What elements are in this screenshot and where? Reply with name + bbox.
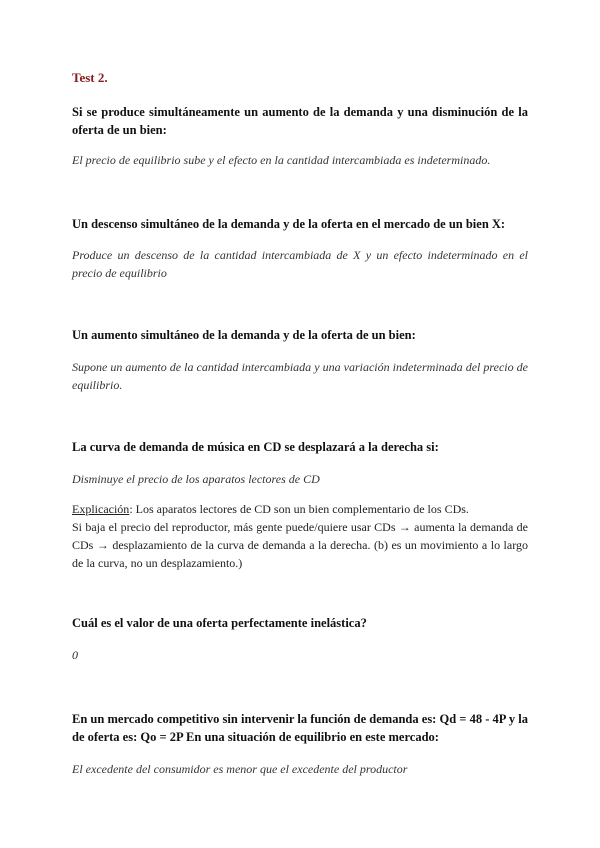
page-title: Test 2. <box>72 70 108 85</box>
answer-1: El precio de equilibrio sube y el efecto en la cantidad intercambiada es indeterminado. <box>72 153 491 167</box>
question-6: En un mercado competitivo sin intervenir la función de demanda es: Qd = 48 - 4P y la de oferta es: Qo = 2P En una situación de equilibrio en este mercado: <box>72 712 528 744</box>
answer-2: Produce un descenso de la cantidad intercambiada de X y un efecto indeterminado en el precio de equilibrio <box>72 248 528 280</box>
explanation-first-text: : Los aparatos lectores de CD son un bien complementario de los CDs. <box>129 502 469 516</box>
question-2: Un descenso simultáneo de la demanda y de la oferta en el mercado de un bien X: <box>72 217 506 231</box>
answer-3: Supone un aumento de la cantidad intercambiada y una variación indeterminada del precio de equilibrio. <box>72 360 528 392</box>
question-1: Si se produce simultáneamente un aumento de la demanda y una disminución de la oferta de un bien: <box>72 105 528 137</box>
answer-6: El excedente del consumidor es menor que el excedente del productor <box>72 762 408 776</box>
question-4: La curva de demanda de música en CD se desplazará a la derecha si: <box>72 440 439 454</box>
answer-5: 0 <box>72 648 78 662</box>
explanation-first-line <box>72 500 528 518</box>
explanation-label: Explicación <box>72 502 130 516</box>
question-5: Cuál es el valor de una oferta perfectamente inelástica? <box>72 616 367 630</box>
answer-4: Disminuye el precio de los aparatos lectores de CD <box>72 472 320 486</box>
explanation <box>72 500 528 572</box>
explanation-body: Si baja el precio del reproductor, más gente puede/quiere usar CDs → aumenta la demanda de CDs → desplazamiento de la curva de demanda a la derecha. (b) es un movimiento a lo largo de la curva, no un desplazamiento.) <box>72 520 528 570</box>
question-3: Un aumento simultáneo de la demanda y de la oferta de un bien: <box>72 328 416 342</box>
